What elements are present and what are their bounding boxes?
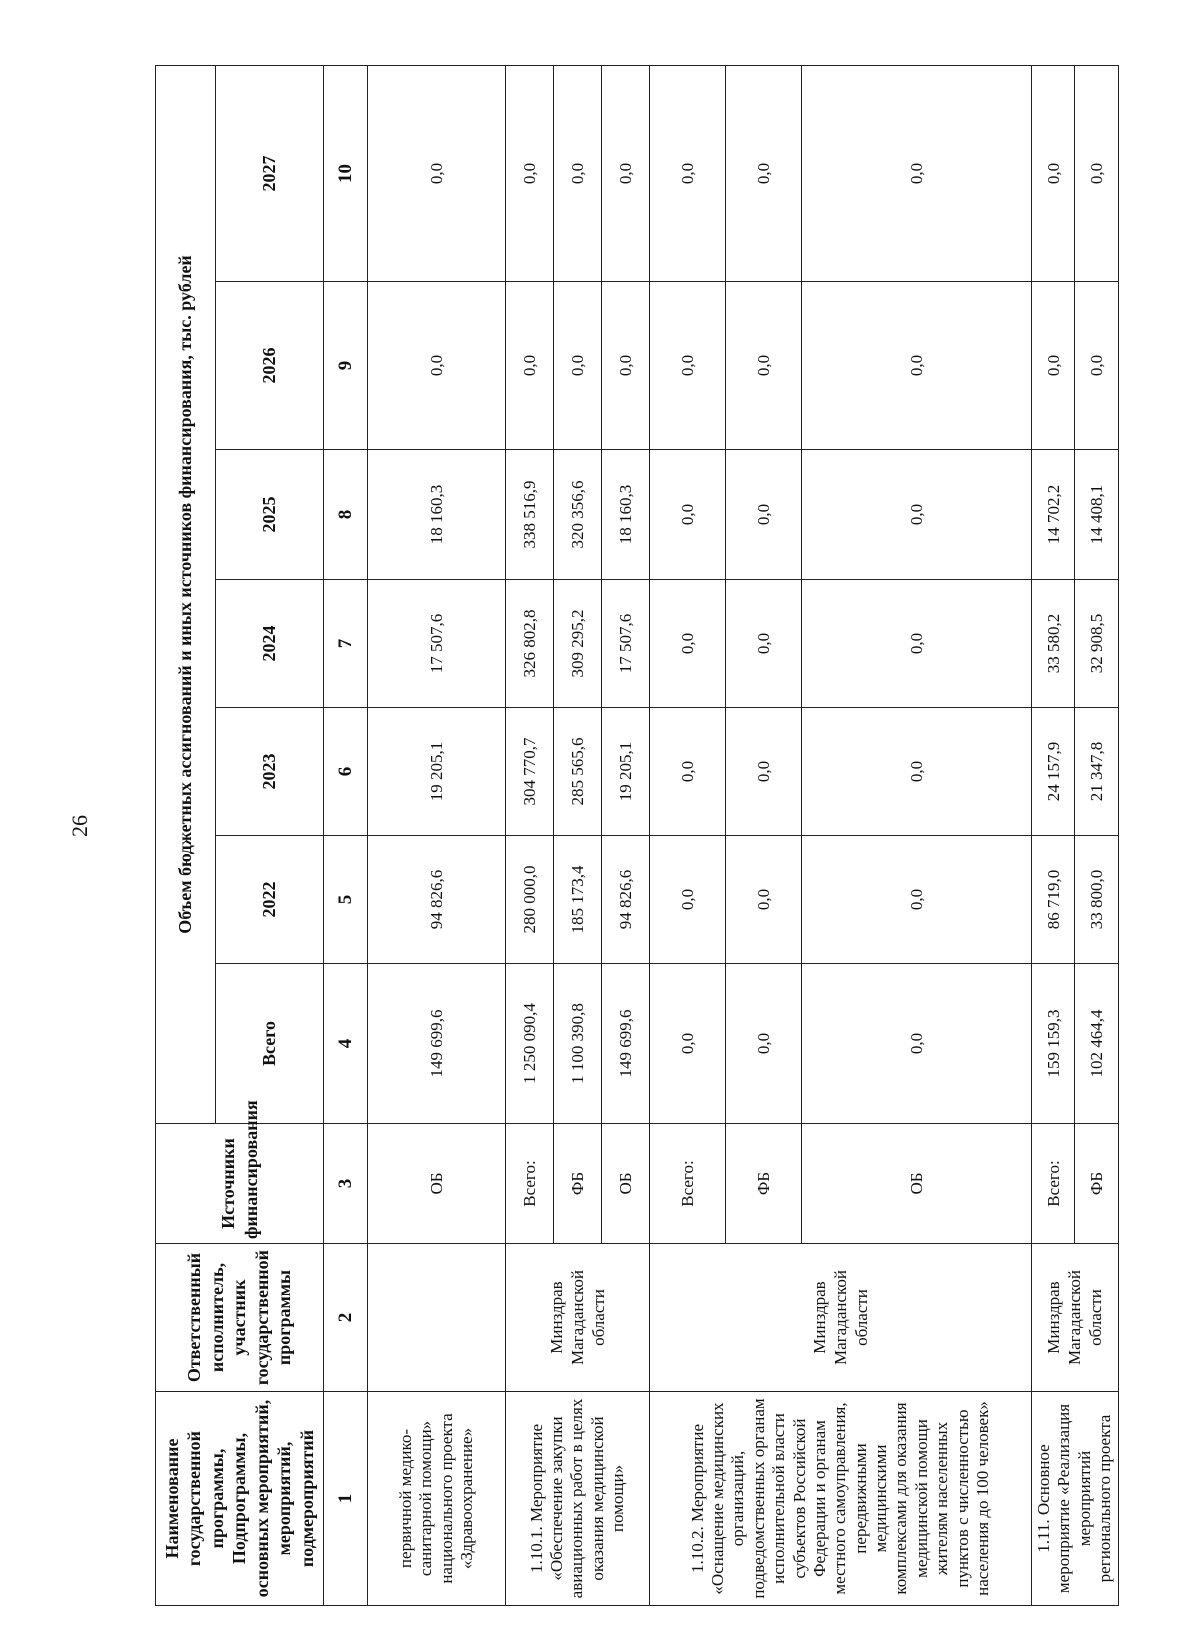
row-name: 1.10.1. Мероприятие «Обеспечение закупки авиационных работ в целях оказания медицинской помощи»	[506, 1392, 650, 1606]
column-number: 8	[324, 450, 368, 580]
row-source: Всего:	[506, 1124, 554, 1244]
value-2026: 0,0	[506, 282, 554, 450]
value-total: 0,0	[802, 964, 1032, 1124]
column-number: 6	[324, 708, 368, 836]
row-source: ОБ	[368, 1124, 506, 1244]
row-executor: Минздрав Магаданской области	[506, 1244, 650, 1392]
row-executor	[368, 1244, 506, 1392]
value-2024: 0,0	[650, 580, 726, 708]
value-2022: 33 800,0	[1075, 836, 1118, 964]
value-2022: 0,0	[650, 836, 726, 964]
header-year-2023: 2023	[216, 708, 324, 836]
value-2022: 0,0	[802, 836, 1032, 964]
value-2026: 0,0	[602, 282, 650, 450]
value-2027: 0,0	[802, 65, 1032, 281]
value-2022: 0,0	[726, 836, 802, 964]
header-year-2027: 2027	[216, 65, 324, 281]
value-2027: 0,0	[368, 65, 506, 281]
value-2026: 0,0	[802, 282, 1032, 450]
value-2025: 338 516,9	[506, 450, 554, 580]
value-2026: 0,0	[1075, 282, 1118, 450]
value-2023: 21 347,8	[1075, 708, 1118, 836]
row-source: ОБ	[802, 1124, 1032, 1244]
row-source: Всего:	[1032, 1124, 1075, 1244]
column-number: 2	[324, 1244, 368, 1392]
value-2022: 86 719,0	[1032, 836, 1075, 964]
value-2024: 0,0	[802, 580, 1032, 708]
value-2022: 94 826,6	[602, 836, 650, 964]
value-2025: 0,0	[650, 450, 726, 580]
value-2025: 0,0	[726, 450, 802, 580]
value-2025: 320 356,6	[554, 450, 602, 580]
value-2026: 0,0	[554, 282, 602, 450]
value-total: 159 159,3	[1032, 964, 1075, 1124]
value-2023: 19 205,1	[602, 708, 650, 836]
header-year-2025: 2025	[216, 450, 324, 580]
value-2025: 14 702,2	[1032, 450, 1075, 580]
row-executor: Минздрав Магаданской области	[1032, 1244, 1119, 1392]
row-source: ОБ	[602, 1124, 650, 1244]
value-2023: 0,0	[726, 708, 802, 836]
table-row	[368, 65, 506, 1605]
row-name: 1.10.2. Мероприятие «Оснащение медицинских организаций, подведомственных органам исполнительной власти субъектов Российской Федерации и органам местного самоуправления, передвижными медицинскими комплексами для оказания медицинской помощи жителям населенных пунктов с численностью населения до 100 человек»	[650, 1392, 1032, 1606]
value-total: 1 100 390,8	[554, 964, 602, 1124]
table-row	[506, 65, 554, 1605]
value-2024: 0,0	[726, 580, 802, 708]
column-number: 4	[324, 964, 368, 1124]
value-2025: 0,0	[802, 450, 1032, 580]
value-2024: 326 802,8	[506, 580, 554, 708]
column-number: 3	[324, 1124, 368, 1244]
value-2027: 0,0	[726, 65, 802, 281]
header-year-2022: 2022	[216, 836, 324, 964]
value-total: 1 250 090,4	[506, 964, 554, 1124]
value-2026: 0,0	[368, 282, 506, 450]
value-2023: 0,0	[650, 708, 726, 836]
value-2027: 0,0	[506, 65, 554, 281]
value-2024: 17 507,6	[368, 580, 506, 708]
table-row	[650, 65, 726, 1605]
row-source: Всего:	[650, 1124, 726, 1244]
value-2027: 0,0	[1032, 65, 1075, 281]
funding-table	[155, 65, 1119, 1606]
column-number: 1	[324, 1392, 368, 1606]
rotated-table-container	[155, 66, 1185, 1606]
value-2022: 185 173,4	[554, 836, 602, 964]
value-2022: 280 000,0	[506, 836, 554, 964]
value-total: 0,0	[726, 964, 802, 1124]
value-2026: 0,0	[1032, 282, 1075, 450]
value-2025: 18 160,3	[602, 450, 650, 580]
value-2025: 18 160,3	[368, 450, 506, 580]
row-name: первичной медико-санитарной помощи» национального проекта «Здравоохранение»	[368, 1392, 506, 1606]
row-name: 1.11. Основное мероприятие «Реализация мероприятий регионального проекта	[1032, 1392, 1119, 1606]
table-row	[1032, 65, 1075, 1605]
value-2027: 0,0	[1075, 65, 1118, 281]
value-2027: 0,0	[602, 65, 650, 281]
column-number: 7	[324, 580, 368, 708]
value-total: 149 699,6	[368, 964, 506, 1124]
value-2023: 0,0	[802, 708, 1032, 836]
header-total: Всего	[216, 964, 324, 1124]
value-total: 0,0	[650, 964, 726, 1124]
value-2024: 309 295,2	[554, 580, 602, 708]
row-source: ФБ	[1075, 1124, 1118, 1244]
row-source: ФБ	[726, 1124, 802, 1244]
header-year-2024: 2024	[216, 580, 324, 708]
header-funding-source: Источники финансирования	[156, 1124, 324, 1244]
value-2024: 33 580,2	[1032, 580, 1075, 708]
value-2024: 32 908,5	[1075, 580, 1118, 708]
value-2026: 0,0	[726, 282, 802, 450]
value-2024: 17 507,6	[602, 580, 650, 708]
value-2025: 14 408,1	[1075, 450, 1118, 580]
column-number: 5	[324, 836, 368, 964]
value-2027: 0,0	[650, 65, 726, 281]
value-2026: 0,0	[650, 282, 726, 450]
header-funding-volume: Объем бюджетных ассигнований и иных источников финансирования, тыс. рублей	[156, 65, 216, 1123]
value-2023: 304 770,7	[506, 708, 554, 836]
value-2027: 0,0	[554, 65, 602, 281]
value-2023: 285 565,6	[554, 708, 602, 836]
header-year-2026: 2026	[216, 282, 324, 450]
value-total: 102 464,4	[1075, 964, 1118, 1124]
row-executor: Минздрав Магаданской области	[650, 1244, 1032, 1392]
column-number: 9	[324, 282, 368, 450]
header-program-name: Наименование государственной программы, Подпрограммы, основных мероприятий, мероприятий, подмероприятий	[156, 1392, 324, 1606]
value-2023: 19 205,1	[368, 708, 506, 836]
row-source: ФБ	[554, 1124, 602, 1244]
page-number: 26	[67, 815, 92, 837]
value-total: 149 699,6	[602, 964, 650, 1124]
header-executor: Ответственный исполнитель, участник государственной программы	[156, 1244, 324, 1392]
column-number: 10	[324, 65, 368, 281]
value-2022: 94 826,6	[368, 836, 506, 964]
value-2023: 24 157,9	[1032, 708, 1075, 836]
